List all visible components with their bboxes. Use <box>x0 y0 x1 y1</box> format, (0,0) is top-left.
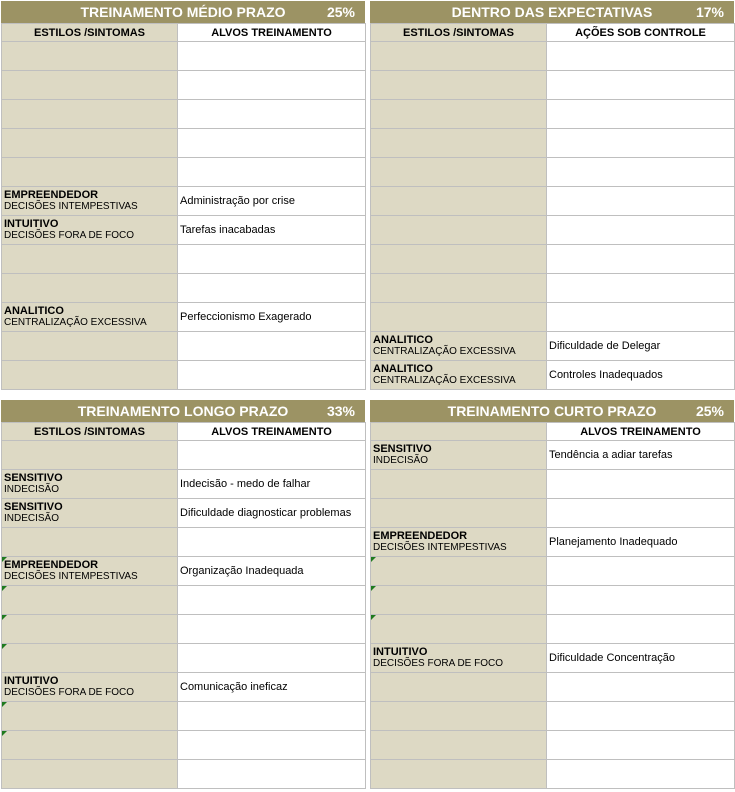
panel-title: TREINAMENTO LONGO PRAZO <box>77 403 289 419</box>
table-row <box>2 245 366 274</box>
style-symptom: INDECISÃO <box>4 484 60 495</box>
table-row <box>371 441 735 470</box>
panel-title: DENTRO DAS EXPECTATIVAS <box>451 4 653 20</box>
style-cell[interactable] <box>2 557 178 586</box>
style-name: INTUITIVO <box>4 218 59 230</box>
panel-title: TREINAMENTO MÉDIO PRAZO <box>80 4 286 20</box>
style-name: EMPREENDEDOR <box>373 530 468 542</box>
table-row <box>371 42 735 71</box>
panel-header <box>370 400 734 422</box>
style-symptom: DECISÕES FORA DE FOCO <box>4 687 135 698</box>
panel-table <box>370 23 735 390</box>
column-header-styles[interactable]: ESTILOS /SINTOMAS <box>2 423 178 441</box>
style-cell[interactable] <box>371 760 547 789</box>
style-cell[interactable] <box>371 361 547 390</box>
panel-medio-prazo <box>1 1 365 390</box>
table-row <box>371 586 735 615</box>
target-cell[interactable] <box>178 129 366 158</box>
target-cell[interactable]: Comunicação ineficaz <box>178 673 366 702</box>
column-header-targets[interactable]: ALVOS TREINAMENTO <box>178 24 366 42</box>
table-row <box>371 615 735 644</box>
style-cell[interactable] <box>2 361 178 390</box>
cell-comment-marker-icon <box>2 557 7 562</box>
style-cell[interactable] <box>371 615 547 644</box>
panel-header <box>1 1 365 23</box>
target-cell[interactable] <box>547 245 735 274</box>
style-cell[interactable] <box>371 158 547 187</box>
style-name: INTUITIVO <box>4 675 59 687</box>
table-row <box>371 470 735 499</box>
target-cell[interactable] <box>178 760 366 789</box>
target-cell[interactable] <box>178 361 366 390</box>
target-cell[interactable] <box>547 216 735 245</box>
target-cell[interactable]: Indecisão - medo de falhar <box>178 470 366 499</box>
style-cell[interactable] <box>2 441 178 470</box>
target-cell[interactable] <box>547 274 735 303</box>
style-cell[interactable] <box>2 470 178 499</box>
target-cell[interactable]: Administração por crise <box>178 187 366 216</box>
style-cell[interactable] <box>2 702 178 731</box>
cell-comment-marker-icon <box>2 702 7 707</box>
style-cell[interactable] <box>371 332 547 361</box>
column-header-row <box>2 423 366 441</box>
table-row <box>2 586 366 615</box>
style-cell[interactable] <box>2 644 178 673</box>
table-row <box>371 528 735 557</box>
style-cell[interactable] <box>371 245 547 274</box>
table-row <box>2 158 366 187</box>
table-row <box>2 187 366 216</box>
table-row <box>371 71 735 100</box>
target-cell[interactable]: Dificuldade diagnosticar problemas <box>178 499 366 528</box>
style-cell[interactable] <box>371 557 547 586</box>
style-name: ANALITICO <box>373 363 433 375</box>
table-row <box>371 760 735 789</box>
target-cell[interactable] <box>178 274 366 303</box>
table-row <box>2 673 366 702</box>
target-cell[interactable] <box>547 499 735 528</box>
column-header-row <box>2 24 366 42</box>
target-cell[interactable] <box>178 332 366 361</box>
cell-comment-marker-icon <box>2 615 7 620</box>
table-row <box>371 644 735 673</box>
table-row <box>371 100 735 129</box>
target-cell[interactable]: Planejamento Inadequado <box>547 528 735 557</box>
panel-table <box>1 422 366 789</box>
target-cell[interactable] <box>547 71 735 100</box>
table-row <box>2 528 366 557</box>
table-row <box>371 332 735 361</box>
table-row <box>2 100 366 129</box>
target-cell[interactable] <box>178 441 366 470</box>
column-header-styles[interactable]: ESTILOS /SINTOMAS <box>371 24 547 42</box>
cell-comment-marker-icon <box>2 731 7 736</box>
style-cell[interactable] <box>371 499 547 528</box>
panel-header <box>1 400 365 422</box>
table-row <box>2 615 366 644</box>
target-cell[interactable] <box>178 42 366 71</box>
table-row <box>371 499 735 528</box>
table-row <box>371 361 735 390</box>
panel-title: TREINAMENTO CURTO PRAZO <box>447 403 657 419</box>
table-row <box>371 245 735 274</box>
style-cell[interactable] <box>2 129 178 158</box>
style-cell[interactable] <box>2 528 178 557</box>
target-cell[interactable] <box>178 71 366 100</box>
panel-table <box>370 422 735 789</box>
column-header-targets[interactable]: ALVOS TREINAMENTO <box>178 423 366 441</box>
style-symptom: DECISÕES INTEMPESTIVAS <box>4 571 138 582</box>
style-cell[interactable] <box>371 644 547 673</box>
target-cell[interactable] <box>547 557 735 586</box>
table-row <box>2 470 366 499</box>
panel-dentro-expectativas <box>370 1 734 390</box>
panel-percent: 25% <box>695 403 724 419</box>
style-cell[interactable] <box>2 158 178 187</box>
style-name: SENSITIVO <box>373 443 432 455</box>
target-cell[interactable] <box>178 586 366 615</box>
table-row <box>371 557 735 586</box>
table-row <box>2 441 366 470</box>
target-cell[interactable] <box>178 528 366 557</box>
style-cell[interactable] <box>2 332 178 361</box>
style-name: SENSITIVO <box>4 472 63 484</box>
style-cell[interactable] <box>371 129 547 158</box>
target-cell[interactable] <box>178 644 366 673</box>
panel-percent: 25% <box>326 4 355 20</box>
table-row <box>2 731 366 760</box>
column-header-styles[interactable] <box>371 423 547 441</box>
table-row <box>371 673 735 702</box>
target-cell[interactable] <box>547 129 735 158</box>
style-cell[interactable] <box>371 216 547 245</box>
panel-longo-prazo <box>1 400 365 789</box>
target-cell[interactable] <box>547 615 735 644</box>
style-symptom: CENTRALIZAÇÃO EXCESSIVA <box>373 346 516 357</box>
style-cell[interactable] <box>2 100 178 129</box>
style-symptom: CENTRALIZAÇÃO EXCESSIVA <box>373 375 516 386</box>
target-cell[interactable] <box>547 158 735 187</box>
target-cell[interactable] <box>547 731 735 760</box>
target-cell[interactable] <box>547 187 735 216</box>
style-cell[interactable] <box>2 187 178 216</box>
style-symptom: CENTRALIZAÇÃO EXCESSIVA <box>4 317 147 328</box>
table-row <box>2 644 366 673</box>
table-row <box>371 731 735 760</box>
table-row <box>371 303 735 332</box>
table-row <box>2 760 366 789</box>
table-row <box>371 702 735 731</box>
style-name: ANALITICO <box>373 334 433 346</box>
style-cell[interactable] <box>371 71 547 100</box>
table-row <box>2 332 366 361</box>
target-cell[interactable]: Tarefas inacabadas <box>178 216 366 245</box>
column-header-styles[interactable]: ESTILOS /SINTOMAS <box>2 24 178 42</box>
style-name: EMPREENDEDOR <box>4 559 99 571</box>
style-symptom: DECISÕES INTEMPESTIVAS <box>373 542 507 553</box>
panel-percent: 17% <box>695 4 724 20</box>
style-symptom: DECISÕES INTEMPESTIVAS <box>4 201 138 212</box>
cell-comment-marker-icon <box>371 557 376 562</box>
style-symptom: INDECISÃO <box>4 513 60 524</box>
target-cell[interactable]: Tendência a adiar tarefas <box>547 441 735 470</box>
style-cell[interactable] <box>371 586 547 615</box>
style-cell[interactable] <box>371 441 547 470</box>
style-cell[interactable] <box>2 303 178 332</box>
style-cell[interactable] <box>2 586 178 615</box>
style-cell[interactable] <box>2 42 178 71</box>
table-row <box>2 499 366 528</box>
table-row <box>371 187 735 216</box>
cell-comment-marker-icon <box>371 615 376 620</box>
panel-table <box>1 23 366 390</box>
style-cell[interactable] <box>371 303 547 332</box>
target-cell[interactable]: Dificuldade de Delegar <box>547 332 735 361</box>
target-cell[interactable] <box>178 731 366 760</box>
target-cell[interactable] <box>178 702 366 731</box>
style-symptom: DECISÕES FORA DE FOCO <box>373 658 504 669</box>
style-cell[interactable] <box>2 499 178 528</box>
style-cell[interactable] <box>371 702 547 731</box>
style-cell[interactable] <box>2 615 178 644</box>
style-name: INTUITIVO <box>373 646 428 658</box>
table-row <box>2 702 366 731</box>
table-row <box>2 129 366 158</box>
column-header-targets[interactable]: AÇÕES SOB CONTROLE <box>547 24 735 42</box>
style-cell[interactable] <box>2 673 178 702</box>
target-cell[interactable]: Perfeccionismo Exagerado <box>178 303 366 332</box>
cell-comment-marker-icon <box>2 586 7 591</box>
table-row <box>371 274 735 303</box>
style-cell[interactable] <box>371 470 547 499</box>
table-row <box>2 42 366 71</box>
target-cell[interactable]: Dificuldade Concentração <box>547 644 735 673</box>
target-cell[interactable] <box>547 673 735 702</box>
table-row <box>2 557 366 586</box>
target-cell[interactable]: Controles Inadequados <box>547 361 735 390</box>
style-cell[interactable] <box>371 274 547 303</box>
target-cell[interactable] <box>547 303 735 332</box>
cell-comment-marker-icon <box>2 644 7 649</box>
style-symptom: INDECISÃO <box>373 455 429 466</box>
column-header-row <box>371 423 735 441</box>
style-symptom: DECISÕES FORA DE FOCO <box>4 230 135 241</box>
target-cell[interactable] <box>547 702 735 731</box>
target-cell[interactable]: Organização Inadequada <box>178 557 366 586</box>
table-row <box>371 158 735 187</box>
style-cell[interactable] <box>371 673 547 702</box>
target-cell[interactable] <box>547 760 735 789</box>
style-cell[interactable] <box>371 528 547 557</box>
target-cell[interactable] <box>547 586 735 615</box>
style-cell[interactable] <box>2 71 178 100</box>
panel-curto-prazo <box>370 400 734 789</box>
target-cell[interactable] <box>178 158 366 187</box>
target-cell[interactable] <box>178 615 366 644</box>
table-row <box>2 361 366 390</box>
style-cell[interactable] <box>371 100 547 129</box>
column-header-targets[interactable]: ALVOS TREINAMENTO <box>547 423 735 441</box>
style-cell[interactable] <box>371 42 547 71</box>
style-cell[interactable] <box>371 731 547 760</box>
table-row <box>371 216 735 245</box>
target-cell[interactable] <box>547 470 735 499</box>
style-name: SENSITIVO <box>4 501 63 513</box>
target-cell[interactable] <box>178 245 366 274</box>
style-cell[interactable] <box>2 274 178 303</box>
target-cell[interactable] <box>178 100 366 129</box>
style-cell[interactable] <box>371 187 547 216</box>
style-cell[interactable] <box>2 760 178 789</box>
target-cell[interactable] <box>547 100 735 129</box>
panel-percent: 33% <box>326 403 355 419</box>
column-header-row <box>371 24 735 42</box>
style-name: EMPREENDEDOR <box>4 189 99 201</box>
panel-header <box>370 1 734 23</box>
style-cell[interactable] <box>2 731 178 760</box>
style-cell[interactable] <box>2 245 178 274</box>
table-row <box>2 274 366 303</box>
table-row <box>371 129 735 158</box>
table-row <box>2 303 366 332</box>
cell-comment-marker-icon <box>371 586 376 591</box>
style-cell[interactable] <box>2 216 178 245</box>
style-name: ANALITICO <box>4 305 64 317</box>
table-row <box>2 216 366 245</box>
target-cell[interactable] <box>547 42 735 71</box>
table-row <box>2 71 366 100</box>
